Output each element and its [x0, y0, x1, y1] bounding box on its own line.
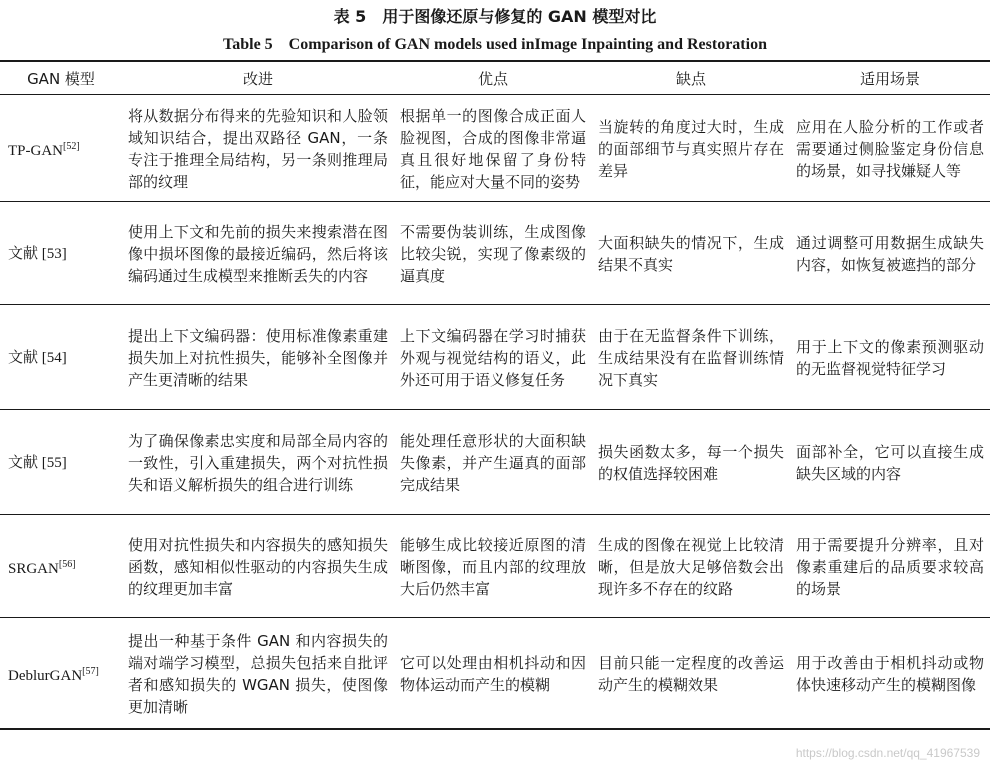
table-row: [0, 515, 990, 618]
cell-model: [0, 202, 122, 305]
cell-improvement: 为了确保像素忠实度和局部全局内容的一致性，引入重建损失，两个对抗性损失和语义解析损失的组合进行训练: [128, 432, 388, 494]
cell-model: [0, 410, 122, 515]
model-name: 文献 [55]: [8, 455, 67, 471]
model-name: SRGAN: [8, 561, 59, 577]
table-row: [0, 95, 990, 202]
table-caption-chinese: 表 5 用于图像还原与修复的 GAN 模型对比: [333, 7, 657, 26]
cell-scenario: 通过调整可用数据生成缺失内容，如恢复被遮挡的部分: [796, 234, 984, 274]
cell-scenario: 用于上下文的像素预测驱动的无监督视觉特征学习: [796, 338, 984, 378]
cell-disadvantage: 生成的图像在视觉上比较清晰，但是放大足够倍数会出现许多不存在的纹路: [598, 536, 784, 598]
cell-model: [0, 515, 122, 618]
table-caption-english: Table 5 Comparison of GAN models used inImage Inpainting and Restoration: [223, 36, 767, 53]
cell-scenario: 用于需要提升分辨率，且对像素重建后的品质要求较高的场景: [796, 536, 984, 598]
gan-comparison-table: [0, 60, 990, 730]
cell-disadvantage: 当旋转的角度过大时，生成的面部细节与真实照片存在差异: [598, 118, 784, 180]
model-name: DeblurGAN: [8, 667, 83, 684]
cell-advantage: 它可以处理由相机抖动和因物体运动而产生的模糊: [400, 653, 586, 694]
header-gan-model: GAN 模型: [0, 61, 122, 95]
header-scenario: 适用场景: [790, 61, 990, 95]
cell-improvement: 提出一种基于条件 GAN 和内容损失的端对端学习模型，总损失包括来自批评者和感知损失的 WGAN 损失，使图像更加清晰: [128, 631, 388, 716]
model-reference: [56]: [58, 559, 76, 570]
table-row: [0, 410, 990, 515]
table-row: [0, 202, 990, 305]
cell-disadvantage: 损失函数太多，每一个损失的权值选择较困难: [598, 443, 784, 483]
cell-scenario: 应用在人脸分析的工作或者需要通过侧脸鉴定身份信息的场景，如寻找嫌疑人等: [796, 118, 984, 180]
cell-scenario: 用于改善由于相机抖动或物体快速移动产生的模糊图像: [796, 653, 984, 694]
cell-model: [0, 618, 122, 729]
cell-disadvantage: 大面积缺失的情况下，生成结果不真实: [598, 234, 784, 274]
header-advantage: 优点: [394, 61, 592, 95]
model-reference: [57]: [82, 665, 99, 677]
blog-watermark: https://blog.csdn.net/qq_41967539: [795, 746, 980, 760]
cell-disadvantage: 目前只能一定程度的改善运动产生的模糊效果: [598, 653, 784, 694]
table-row: [0, 305, 990, 410]
cell-improvement: 使用对抗性损失和内容损失的感知损失函数，感知相似性驱动的内容损失生成的纹理更加丰富: [128, 536, 388, 598]
cell-advantage: 能处理任意形状的大面积缺失像素，并产生逼真的面部完成结果: [400, 432, 586, 494]
cell-model: [0, 95, 122, 202]
cell-scenario: 面部补全，它可以直接生成缺失区域的内容: [796, 443, 984, 483]
header-improvement: 改进: [122, 61, 394, 95]
cell-improvement: 提出上下文编码器：使用标准像素重建损失加上对抗性损失，能够补全图像并产生更清晰的结果: [128, 327, 388, 389]
table-row: [0, 618, 990, 729]
cell-disadvantage: 由于在无监督条件下训练，生成结果没有在监督训练情况下真实: [598, 327, 784, 389]
model-name: TP-GAN: [8, 143, 63, 159]
cell-advantage: 能够生成比较接近原图的清晰图像，而且内部的纹理放大后仍然丰富: [400, 536, 586, 598]
header-disadvantage: 缺点: [592, 61, 790, 95]
cell-advantage: 根据单一的图像合成正面人脸视图，合成的图像非常逼真且很好地保留了身份特征，能应对大量不同的姿势: [400, 107, 586, 191]
table-header-row: [0, 61, 990, 95]
cell-improvement: 将从数据分布得来的先验知识和人脸领域知识结合，提出双路径 GAN，一条专注于推理全局结构，另一条则推理局部的纹理: [128, 107, 388, 191]
model-name: 文献 [54]: [8, 350, 67, 366]
cell-improvement: 使用上下文和先前的损失来搜索潜在图像中损坏图像的最接近编码，然后将该编码通过生成模型来推断丢失的内容: [128, 223, 388, 285]
cell-advantage: 不需要伪装训练，生成图像比较尖锐，实现了像素级的逼真度: [400, 223, 586, 285]
model-reference: [52]: [63, 141, 80, 152]
cell-model: [0, 305, 122, 410]
model-name: 文献 [53]: [8, 246, 67, 262]
cell-advantage: 上下文编码器在学习时捕获外观与视觉结构的语义，此外还可用于语义修复任务: [400, 327, 586, 389]
